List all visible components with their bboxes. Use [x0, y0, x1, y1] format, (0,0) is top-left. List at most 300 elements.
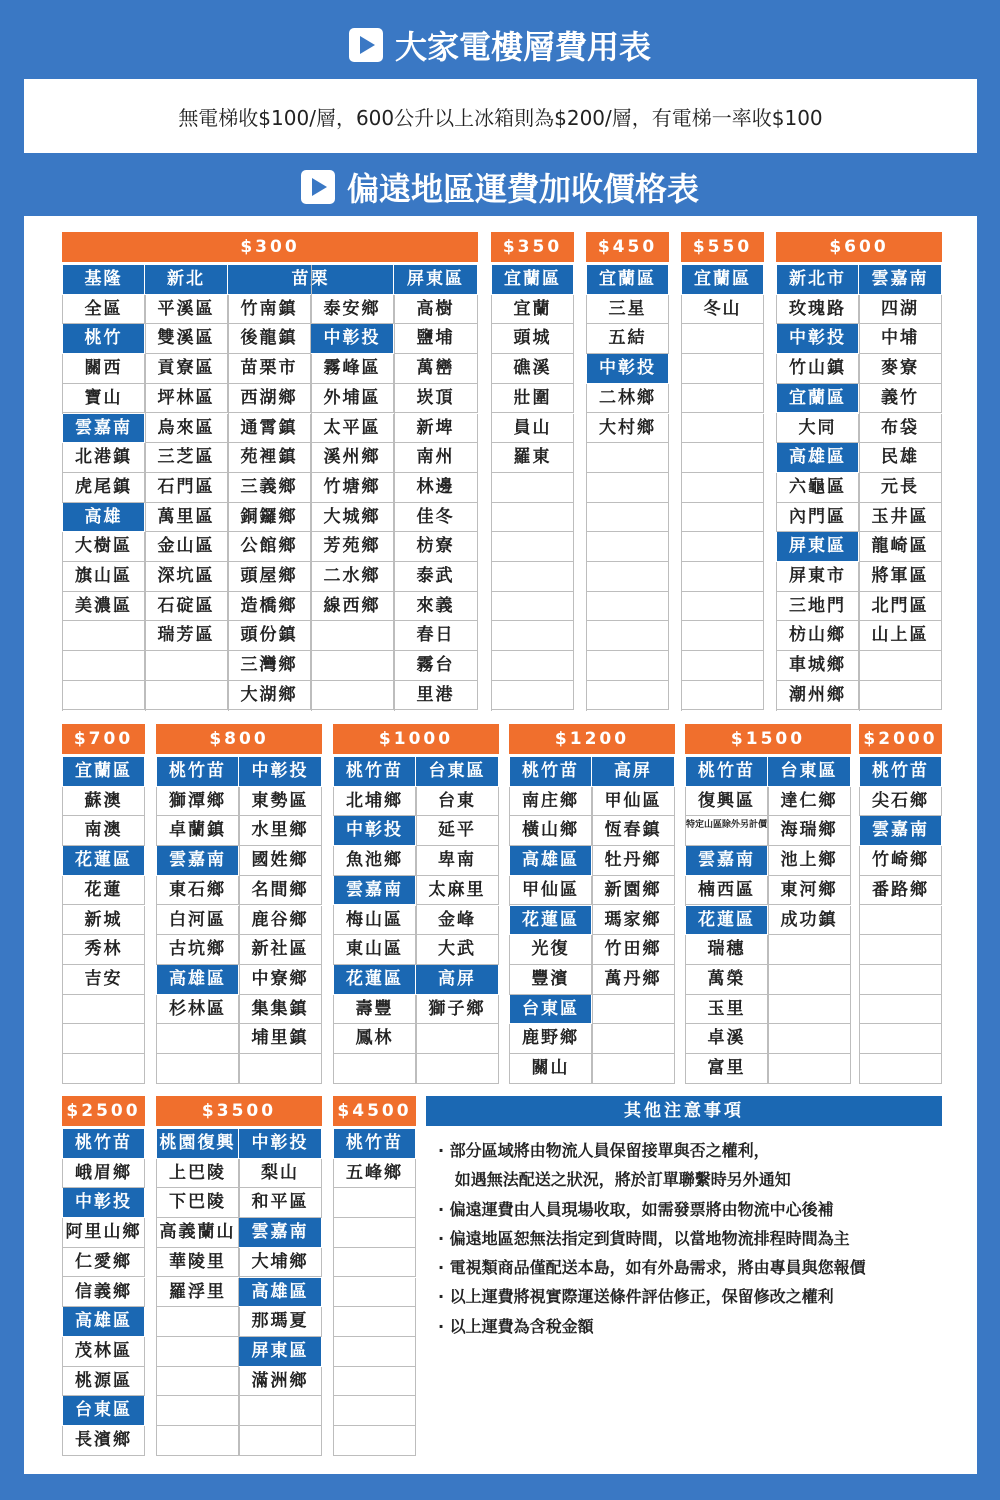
price-header: $3500	[156, 1096, 322, 1126]
district-cell: 竹崎鄉	[859, 846, 942, 876]
district-cell: 太麻里	[416, 876, 499, 906]
region-header: 基隆	[62, 265, 145, 295]
district-cell: 鹿谷鄉	[239, 906, 322, 936]
region-header: 高雄區	[156, 965, 239, 995]
district-cell: 深坑區	[145, 562, 228, 592]
district-cell	[681, 414, 764, 444]
note-item: · 偏遠運費由人員現場收取，如需發票將由物流中心後補	[438, 1199, 834, 1219]
district-cell: 坪林區	[145, 384, 228, 414]
note-item: · 以上運費為含稅金額	[438, 1316, 594, 1336]
district-cell: 南州	[394, 443, 478, 473]
region-header: 中彰投	[62, 1188, 145, 1218]
district-cell: 旗山區	[62, 562, 145, 592]
region-header: 新北	[145, 265, 228, 295]
district-cell: 二林鄉	[586, 384, 669, 414]
district-cell: 名間鄉	[239, 876, 322, 906]
district-cell: 竹山鎮	[776, 354, 859, 384]
region-header: 中彰投	[311, 324, 394, 354]
district-cell: 貢寮區	[145, 354, 228, 384]
region-header: 高雄區	[776, 443, 859, 473]
district-cell	[681, 532, 764, 562]
district-cell	[239, 1396, 322, 1426]
district-cell	[859, 965, 942, 995]
district-cell: 水里鄉	[239, 816, 322, 846]
district-cell: 元長	[859, 473, 942, 503]
region-header: 台東區	[509, 995, 592, 1025]
region-header: 桃竹苗	[333, 757, 416, 787]
district-cell: 下巴陵	[156, 1188, 239, 1218]
district-cell: 橫山鄉	[509, 816, 592, 846]
district-cell	[859, 1054, 942, 1084]
district-cell: 北埔鄉	[333, 787, 416, 817]
region-header: 桃竹苗	[685, 757, 768, 787]
district-cell: 楠西區	[685, 876, 768, 906]
district-cell: 內門區	[776, 503, 859, 533]
district-cell	[681, 324, 764, 354]
district-cell	[62, 1054, 145, 1084]
district-cell	[62, 651, 145, 681]
title-floor-fee	[0, 25, 1000, 65]
district-cell: 甲仙區	[592, 787, 675, 817]
district-cell	[586, 592, 669, 622]
district-cell: 造橋鄉	[228, 592, 311, 622]
district-cell: 霧峰區	[311, 354, 394, 384]
district-cell	[768, 995, 851, 1025]
price-header: $550	[681, 232, 764, 262]
play-icon	[301, 170, 335, 204]
district-cell: 南澳	[62, 816, 145, 846]
district-cell	[333, 1054, 416, 1084]
district-cell	[768, 1024, 851, 1054]
district-cell: 北港鎮	[62, 443, 145, 473]
district-cell: 那瑪夏	[239, 1307, 322, 1337]
district-cell	[239, 1054, 322, 1084]
district-cell	[586, 651, 669, 681]
district-cell: 枋山鄉	[776, 621, 859, 651]
district-cell: 金山區	[145, 532, 228, 562]
price-header: $1500	[685, 724, 851, 754]
title-remote-fee	[0, 165, 1000, 209]
region-header: 雲嘉南	[333, 876, 416, 906]
region-header: 新北市	[776, 265, 859, 295]
district-cell: 三地門	[776, 592, 859, 622]
district-cell	[586, 532, 669, 562]
district-cell: 國姓鄉	[239, 846, 322, 876]
district-cell: 四湖	[859, 295, 942, 325]
district-cell	[62, 995, 145, 1025]
district-cell	[681, 384, 764, 414]
district-cell: 將軍區	[859, 562, 942, 592]
note-item: · 偏遠地區恕無法指定到貨時間，以當地物流排程時間為主	[438, 1228, 850, 1248]
district-cell	[586, 503, 669, 533]
district-cell	[333, 1218, 416, 1248]
district-cell: 埔里鎮	[239, 1024, 322, 1054]
district-cell: 六龜區	[776, 473, 859, 503]
district-cell: 布袋	[859, 414, 942, 444]
region-header: 桃竹苗	[333, 1129, 416, 1159]
district-cell: 苗栗市	[228, 354, 311, 384]
district-cell: 竹南鎮	[228, 295, 311, 325]
district-cell: 石碇區	[145, 592, 228, 622]
district-cell	[491, 681, 574, 711]
region-header: 苗栗	[228, 265, 394, 295]
district-cell: 外埔區	[311, 384, 394, 414]
district-cell: 里港	[394, 681, 478, 711]
district-cell: 西湖鄉	[228, 384, 311, 414]
district-cell: 花蓮	[62, 876, 145, 906]
district-cell: 太平區	[311, 414, 394, 444]
district-cell: 雙溪區	[145, 324, 228, 354]
district-cell: 二水鄉	[311, 562, 394, 592]
region-header: 雲嘉南	[859, 816, 942, 846]
district-cell	[416, 1024, 499, 1054]
district-cell: 高樹	[394, 295, 478, 325]
district-cell: 泰武	[394, 562, 478, 592]
region-header: 中彰投	[239, 757, 322, 787]
district-cell: 山上區	[859, 621, 942, 651]
region-header: 桃園復興	[156, 1129, 239, 1159]
district-cell: 線西鄉	[311, 592, 394, 622]
price-header: $1200	[509, 724, 675, 754]
district-cell	[333, 1337, 416, 1367]
district-cell: 萬巒	[394, 354, 478, 384]
district-cell: 關西	[62, 354, 145, 384]
district-cell: 三芝區	[145, 443, 228, 473]
district-cell	[156, 1024, 239, 1054]
district-cell: 南庄鄉	[509, 787, 592, 817]
district-cell: 滿洲鄉	[239, 1367, 322, 1397]
district-cell: 復興區	[685, 787, 768, 817]
district-cell: 信義鄉	[62, 1278, 145, 1308]
district-cell: 獅子鄉	[416, 995, 499, 1025]
district-cell	[333, 1307, 416, 1337]
district-cell: 壯圍	[491, 384, 574, 414]
district-cell: 苑裡鎮	[228, 443, 311, 473]
region-header: 宜蘭區	[62, 757, 145, 787]
district-cell: 瑞芳區	[145, 621, 228, 651]
region-header: 台東區	[768, 757, 851, 787]
region-header: 屏東區	[776, 532, 859, 562]
district-cell: 屏東市	[776, 562, 859, 592]
district-cell: 新城	[62, 906, 145, 936]
district-cell: 公館鄉	[228, 532, 311, 562]
region-header: 花蓮區	[509, 906, 592, 936]
district-cell: 豐濱	[509, 965, 592, 995]
district-cell: 佳冬	[394, 503, 478, 533]
district-cell: 三灣鄉	[228, 651, 311, 681]
region-header: 高屏	[592, 757, 675, 787]
region-header: 桃竹	[62, 324, 145, 354]
region-header: 花蓮區	[685, 906, 768, 936]
district-cell	[311, 621, 394, 651]
district-cell	[592, 1024, 675, 1054]
district-cell: 梅山區	[333, 906, 416, 936]
district-cell	[333, 1248, 416, 1278]
district-cell	[586, 562, 669, 592]
district-cell	[681, 503, 764, 533]
district-cell: 茂林區	[62, 1337, 145, 1367]
price-header: $2000	[859, 724, 942, 754]
district-cell	[156, 1054, 239, 1084]
district-cell: 礁溪	[491, 354, 574, 384]
district-cell	[145, 681, 228, 711]
district-cell	[62, 1024, 145, 1054]
district-cell: 全區	[62, 295, 145, 325]
district-cell: 義竹	[859, 384, 942, 414]
district-cell: 後龍鎮	[228, 324, 311, 354]
district-cell: 阿里山鄉	[62, 1218, 145, 1248]
notes-list	[426, 1126, 942, 1341]
district-cell: 東石鄉	[156, 876, 239, 906]
district-cell	[681, 681, 764, 711]
district-cell: 仁愛鄉	[62, 1248, 145, 1278]
district-cell	[681, 354, 764, 384]
district-cell: 大武	[416, 935, 499, 965]
district-cell: 頭份鎮	[228, 621, 311, 651]
region-header: 雲嘉南	[859, 265, 942, 295]
district-cell	[239, 1426, 322, 1456]
district-cell	[859, 651, 942, 681]
district-cell: 吉安	[62, 965, 145, 995]
region-header: 台東區	[62, 1396, 145, 1426]
note-item: · 以上運費將視實際運送條件評估修正，保留修改之權利	[438, 1287, 834, 1307]
district-cell: 桃源區	[62, 1367, 145, 1397]
district-cell	[768, 935, 851, 965]
district-cell: 來義	[394, 592, 478, 622]
district-cell	[491, 651, 574, 681]
district-cell	[768, 1054, 851, 1084]
region-header: 桃竹苗	[156, 757, 239, 787]
floor-fee-notice: 無電梯收$100/層，600公升以上冰箱則為$200/層，有電梯一率收$100	[24, 79, 977, 153]
district-cell: 玉井區	[859, 503, 942, 533]
district-cell: 霧台	[394, 651, 478, 681]
price-header: $800	[156, 724, 322, 754]
district-cell	[859, 906, 942, 936]
region-header: 中彰投	[586, 354, 669, 384]
district-cell: 萬里區	[145, 503, 228, 533]
note-item: · 部分區域將由物流人員保留接單與否之權利，	[438, 1141, 770, 1160]
district-cell: 車城鄉	[776, 651, 859, 681]
district-cell: 民雄	[859, 443, 942, 473]
district-cell: 和平區	[239, 1188, 322, 1218]
district-cell	[156, 1426, 239, 1456]
region-header: 花蓮區	[62, 846, 145, 876]
district-cell	[62, 681, 145, 711]
district-cell	[491, 592, 574, 622]
district-cell: 林邊	[394, 473, 478, 503]
district-cell: 海瑞鄉	[768, 816, 851, 846]
district-cell: 大城鄉	[311, 503, 394, 533]
district-cell: 烏來區	[145, 414, 228, 444]
district-cell: 龍崎區	[859, 532, 942, 562]
region-header: 桃竹苗	[62, 1129, 145, 1159]
district-cell: 大湖鄉	[228, 681, 311, 711]
notes-box	[426, 1096, 942, 1341]
district-cell	[586, 443, 669, 473]
district-cell: 大樹區	[62, 532, 145, 562]
district-cell	[859, 995, 942, 1025]
district-cell: 尖石鄉	[859, 787, 942, 817]
district-cell: 三星	[586, 295, 669, 325]
region-header: 中彰投	[776, 324, 859, 354]
district-cell: 宜蘭	[491, 295, 574, 325]
district-cell: 富里	[685, 1054, 768, 1084]
district-cell	[491, 621, 574, 651]
district-cell: 萬丹鄉	[592, 965, 675, 995]
district-cell: 卓溪	[685, 1024, 768, 1054]
district-cell: 白河區	[156, 906, 239, 936]
district-cell: 羅東	[491, 443, 574, 473]
region-header: 雲嘉南	[62, 414, 145, 444]
district-cell	[491, 473, 574, 503]
district-cell	[491, 503, 574, 533]
district-cell: 銅鑼鄉	[228, 503, 311, 533]
region-header: 桃竹苗	[859, 757, 942, 787]
district-cell: 番路鄉	[859, 876, 942, 906]
district-cell: 春日	[394, 621, 478, 651]
district-cell: 池上鄉	[768, 846, 851, 876]
district-cell: 特定山區除外另計價	[685, 816, 768, 846]
price-header: $1000	[333, 724, 499, 754]
play-icon	[349, 28, 383, 62]
district-cell: 瑞穗	[685, 935, 768, 965]
district-cell: 成功鎮	[768, 906, 851, 936]
district-cell: 杉林區	[156, 995, 239, 1025]
district-cell	[681, 651, 764, 681]
district-cell: 鹿野鄉	[509, 1024, 592, 1054]
district-cell	[681, 621, 764, 651]
district-cell: 頭屋鄉	[228, 562, 311, 592]
district-cell: 北門區	[859, 592, 942, 622]
district-cell: 卓蘭鎮	[156, 816, 239, 846]
region-header: 高雄區	[509, 846, 592, 876]
price-header: $300	[62, 232, 478, 262]
region-header: 中彰投	[239, 1129, 322, 1159]
district-cell: 中寮鄉	[239, 965, 322, 995]
district-cell	[592, 1054, 675, 1084]
district-cell: 鳳林	[333, 1024, 416, 1054]
district-cell: 達仁鄉	[768, 787, 851, 817]
district-cell	[311, 681, 394, 711]
region-header: 高雄區	[239, 1278, 322, 1308]
region-header: 雲嘉南	[156, 846, 239, 876]
region-header: 屏東區	[394, 265, 478, 295]
district-cell	[859, 1024, 942, 1054]
district-cell: 平溪區	[145, 295, 228, 325]
price-header: $600	[776, 232, 942, 262]
district-cell	[416, 1054, 499, 1084]
district-cell: 虎尾鎮	[62, 473, 145, 503]
district-cell	[859, 935, 942, 965]
district-cell: 三義鄉	[228, 473, 311, 503]
district-cell: 玉里	[685, 995, 768, 1025]
district-cell	[333, 1396, 416, 1426]
district-cell: 蘇澳	[62, 787, 145, 817]
district-cell: 新社區	[239, 935, 322, 965]
district-cell	[681, 562, 764, 592]
district-cell: 華陵里	[156, 1248, 239, 1278]
district-cell: 崁頂	[394, 384, 478, 414]
district-cell: 秀林	[62, 935, 145, 965]
region-header: 宜蘭區	[586, 265, 669, 295]
district-cell: 通霄鎮	[228, 414, 311, 444]
district-cell: 芳苑鄉	[311, 532, 394, 562]
district-cell	[156, 1367, 239, 1397]
district-cell: 員山	[491, 414, 574, 444]
district-cell: 獅潭鄉	[156, 787, 239, 817]
region-header: 宜蘭區	[776, 384, 859, 414]
price-header: $2500	[62, 1096, 145, 1126]
district-cell: 羅浮里	[156, 1278, 239, 1308]
district-cell: 光復	[509, 935, 592, 965]
district-cell: 石門區	[145, 473, 228, 503]
district-cell: 冬山	[681, 295, 764, 325]
district-cell	[333, 1426, 416, 1456]
district-cell: 五峰鄉	[333, 1159, 416, 1189]
district-cell	[768, 965, 851, 995]
district-cell: 卑南	[416, 846, 499, 876]
district-cell: 集集鎮	[239, 995, 322, 1025]
district-cell	[156, 1337, 239, 1367]
district-cell: 溪州鄉	[311, 443, 394, 473]
district-cell	[681, 443, 764, 473]
district-cell: 新園鄉	[592, 876, 675, 906]
district-cell	[681, 592, 764, 622]
district-cell: 泰安鄉	[311, 295, 394, 325]
district-cell: 東河鄉	[768, 876, 851, 906]
district-cell	[859, 681, 942, 711]
district-cell: 大同	[776, 414, 859, 444]
district-cell: 大村鄉	[586, 414, 669, 444]
region-header: 宜蘭區	[491, 265, 574, 295]
district-cell	[681, 473, 764, 503]
district-cell: 竹田鄉	[592, 935, 675, 965]
price-header: $350	[491, 232, 574, 262]
title-remote-fee-text: 偏遠地區運費加收價格表	[346, 170, 699, 208]
notes-title: 其他注意事項	[426, 1096, 942, 1126]
district-cell	[491, 532, 574, 562]
district-cell: 大埔鄉	[239, 1248, 322, 1278]
region-header: 高屏	[416, 965, 499, 995]
region-header: 宜蘭區	[681, 265, 764, 295]
district-cell: 牡丹鄉	[592, 846, 675, 876]
district-cell: 美濃區	[62, 592, 145, 622]
district-cell: 上巴陵	[156, 1159, 239, 1189]
district-cell: 壽豐	[333, 995, 416, 1025]
district-cell: 潮州鄉	[776, 681, 859, 711]
district-cell	[592, 995, 675, 1025]
district-cell	[145, 651, 228, 681]
district-cell	[311, 651, 394, 681]
district-cell: 竹塘鄉	[311, 473, 394, 503]
district-cell	[333, 1278, 416, 1308]
note-item: · 電視類商品僅配送本島，如有外島需求，將由專員與您報價	[438, 1258, 866, 1278]
region-header: 雲嘉南	[239, 1218, 322, 1248]
note-item: 如遇無法配送之狀況，將於訂單聯繫時另外通知	[438, 1170, 791, 1190]
district-cell: 古坑鄉	[156, 935, 239, 965]
district-cell: 金峰	[416, 906, 499, 936]
district-cell: 高義蘭山	[156, 1218, 239, 1248]
region-header: 高雄區	[62, 1307, 145, 1337]
district-cell	[156, 1396, 239, 1426]
district-cell	[156, 1307, 239, 1337]
district-cell: 台東	[416, 787, 499, 817]
district-cell: 玫瑰路	[776, 295, 859, 325]
district-cell	[586, 681, 669, 711]
price-header: $700	[62, 724, 145, 754]
region-header: 桃竹苗	[509, 757, 592, 787]
district-cell: 萬榮	[685, 965, 768, 995]
